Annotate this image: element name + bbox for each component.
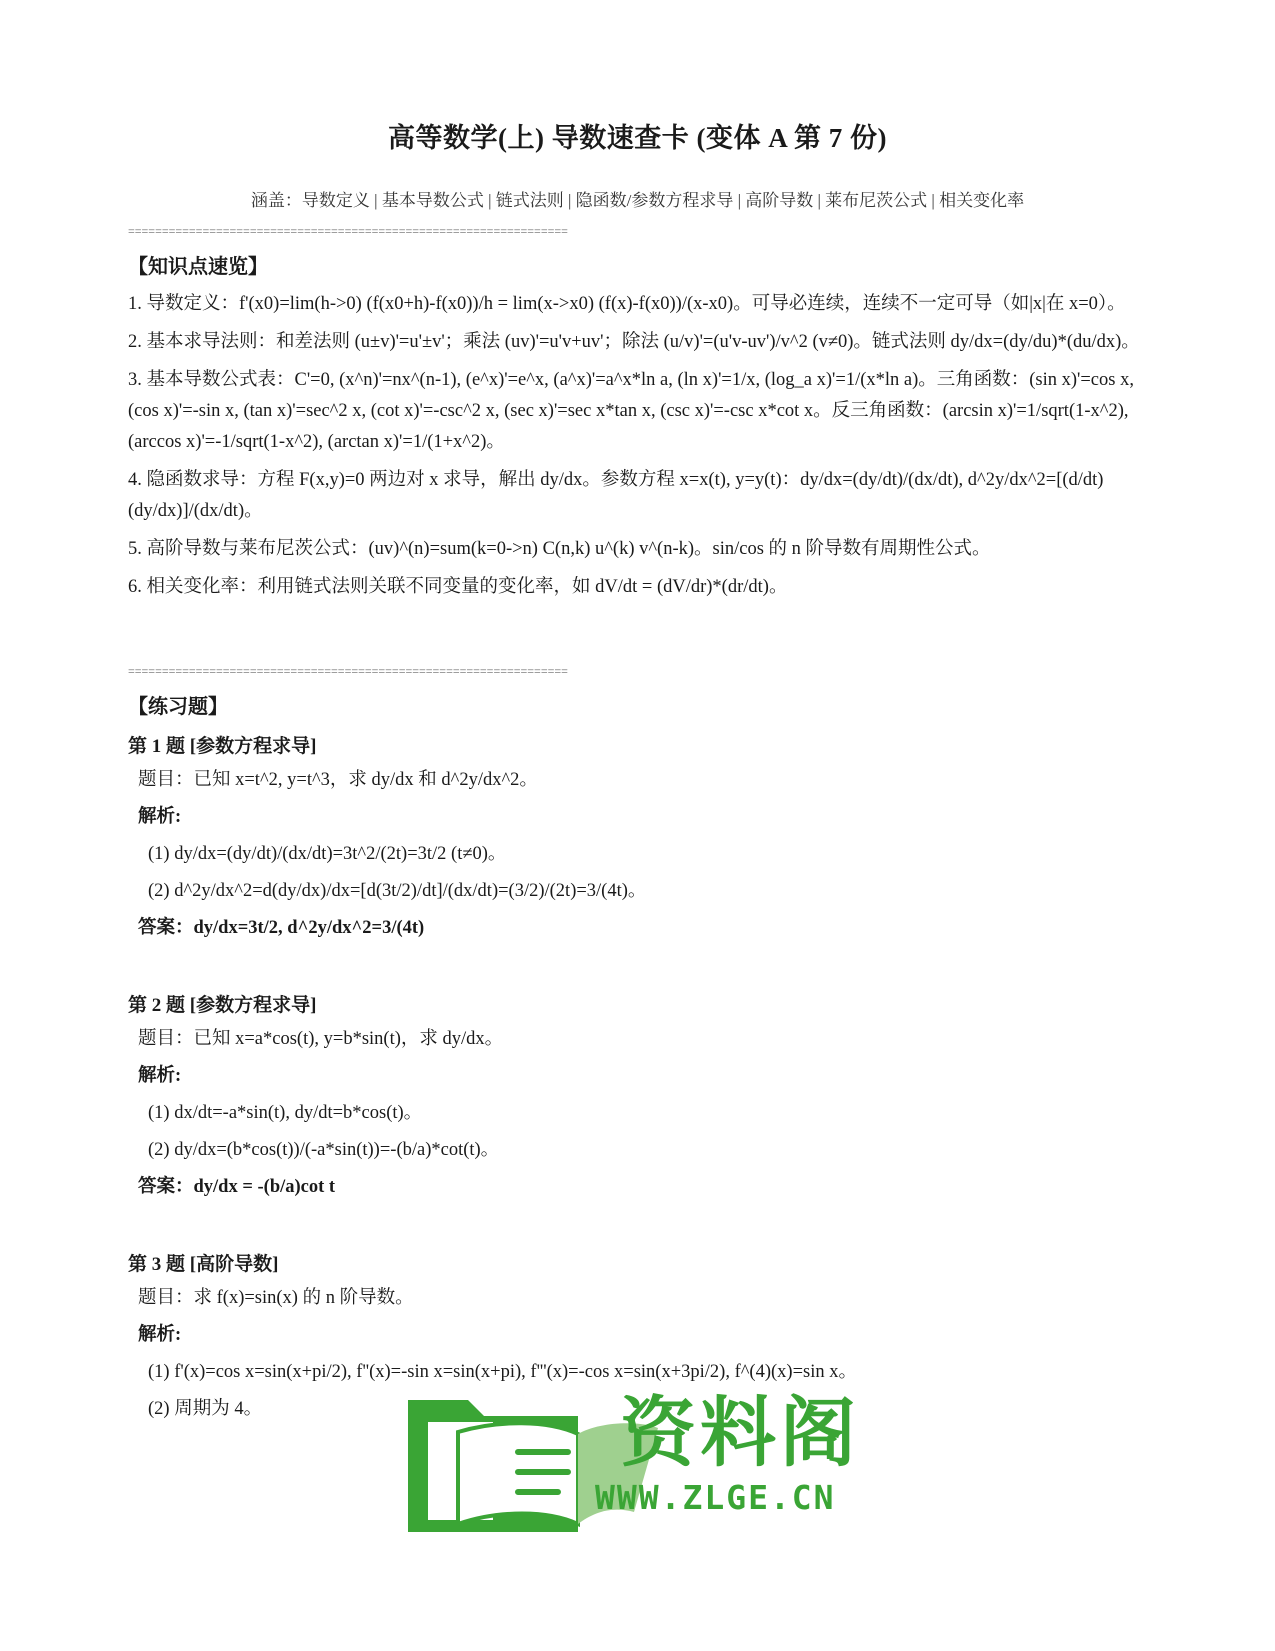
- divider-rule: =================================================================: [128, 224, 568, 238]
- knowledge-item: 3. 基本导数公式表：C'=0, (x^n)'=nx^(n-1), (e^x)'=e^x, (a^x)'=a^x*ln a, (ln x)'=1/x, (log_a x)'=1/(x*ln a)。三角函数：(sin x)'=cos x, (cos x)'=-sin x, (tan x)'=sec^2 x, (cot x)'=-csc^2 x, (sec x)'=sec x*tan x, (csc x)'=-csc x*cot x。反三角函数：(arcsin x)'=1/sqrt(1-x^2), (arccos x)'=-1/sqrt(1-x^2), (arctan x)'=1/(1+x^2)。: [128, 370, 1134, 452]
- analysis-label: 解析:: [138, 1325, 182, 1345]
- solution-step: (2) dy/dx=(b*cos(t))/(-a*sin(t))=-(b/a)*cot(t)。: [148, 1140, 500, 1160]
- problem-question: 题目：求 f(x)=sin(x) 的 n 阶导数。: [138, 1288, 414, 1308]
- knowledge-item: 2. 基本求导法则：和差法则 (u±v)'=u'±v'；乘法 (uv)'=u'v+uv'；除法 (u/v)'=(u'v-uv')/v^2 (v≠0)。链式法则 dy/dx=(dy/du)*(du/dx)。: [128, 332, 1140, 352]
- watermark-name: 资料阁: [620, 1388, 860, 1477]
- analysis-label: 解析:: [138, 807, 182, 827]
- problem-heading: 第 1 题 [参数方程求导]: [128, 736, 317, 757]
- problem-answer: 答案：dy/dx=3t/2, d^2y/dx^2=3/(4t): [138, 918, 425, 938]
- knowledge-item: 5. 高阶导数与莱布尼茨公式：(uv)^(n)=sum(k=0->n) C(n,k) u^(k) v^(n-k)。sin/cos 的 n 阶导数有周期性公式。: [128, 539, 991, 559]
- solution-step: (2) 周期为 4。: [148, 1399, 263, 1419]
- page-title: 高等数学(上) 导数速查卡 (变体 A 第 7 份): [388, 123, 887, 153]
- watermark-url: WWW.ZLGE.CN: [595, 1478, 836, 1517]
- problem-question: 题目：已知 x=a*cos(t), y=b*sin(t)，求 dy/dx。: [138, 1029, 504, 1049]
- analysis-label: 解析:: [138, 1066, 182, 1086]
- practice-heading: 【练习题】: [128, 696, 228, 718]
- problem-2: [128, 990, 1148, 1201]
- problem-heading: 第 3 题 [高阶导数]: [128, 1254, 279, 1275]
- knowledge-item: 1. 导数定义：f'(x0)=lim(h->0) (f(x0+h)-f(x0))/h = lim(x->x0) (f(x)-f(x0))/(x-x0)。可导必连续，连续不一定可导（如|x|在 x=0）。: [128, 294, 1126, 314]
- practice-section: [128, 690, 1148, 1432]
- knowledge-item: 6. 相关变化率：利用链式法则关联不同变量的变化率，如 dV/dt = (dV/dr)*(dr/dt)。: [128, 577, 788, 597]
- solution-step: (2) d^2y/dx^2=d(dy/dx)/dx=[d(3t/2)/dt]/(dx/dt)=(3/2)/(2t)=3/(4t)。: [148, 881, 647, 901]
- problem-heading: 第 2 题 [参数方程求导]: [128, 995, 317, 1016]
- problem-answer: 答案：dy/dx = -(b/a)cot t: [138, 1177, 336, 1197]
- solution-step: (1) dy/dx=(dy/dt)/(dx/dt)=3t^2/(2t)=3t/2 (t≠0)。: [148, 844, 507, 864]
- knowledge-item: 4. 隐函数求导：方程 F(x,y)=0 两边对 x 求导，解出 dy/dx。参数方程 x=x(t), y=y(t)：dy/dx=(dy/dt)/(dx/dt), d^2y/dx^2=[(d/dt)(dy/dx)]/(dx/dt)。: [128, 470, 1104, 521]
- knowledge-section: [128, 250, 1148, 610]
- solution-step: (1) dx/dt=-a*sin(t), dy/dt=b*cos(t)。: [148, 1103, 423, 1123]
- solution-step: (1) f'(x)=cos x=sin(x+pi/2), f''(x)=-sin x=sin(x+pi), f'''(x)=-cos x=sin(x+3pi/2), f^(4)(x)=sin x。: [148, 1362, 857, 1382]
- problem-1: [128, 731, 1148, 942]
- page-subtitle: 涵盖：导数定义 | 基本导数公式 | 链式法则 | 隐函数/参数方程求导 | 高阶导数 | 莱布尼茨公式 | 相关变化率: [250, 191, 1025, 210]
- knowledge-heading: 【知识点速览】: [128, 256, 268, 278]
- problem-question: 题目：已知 x=t^2, y=t^3，求 dy/dx 和 d^2y/dx^2。: [138, 770, 538, 790]
- divider-rule: =================================================================: [128, 664, 568, 678]
